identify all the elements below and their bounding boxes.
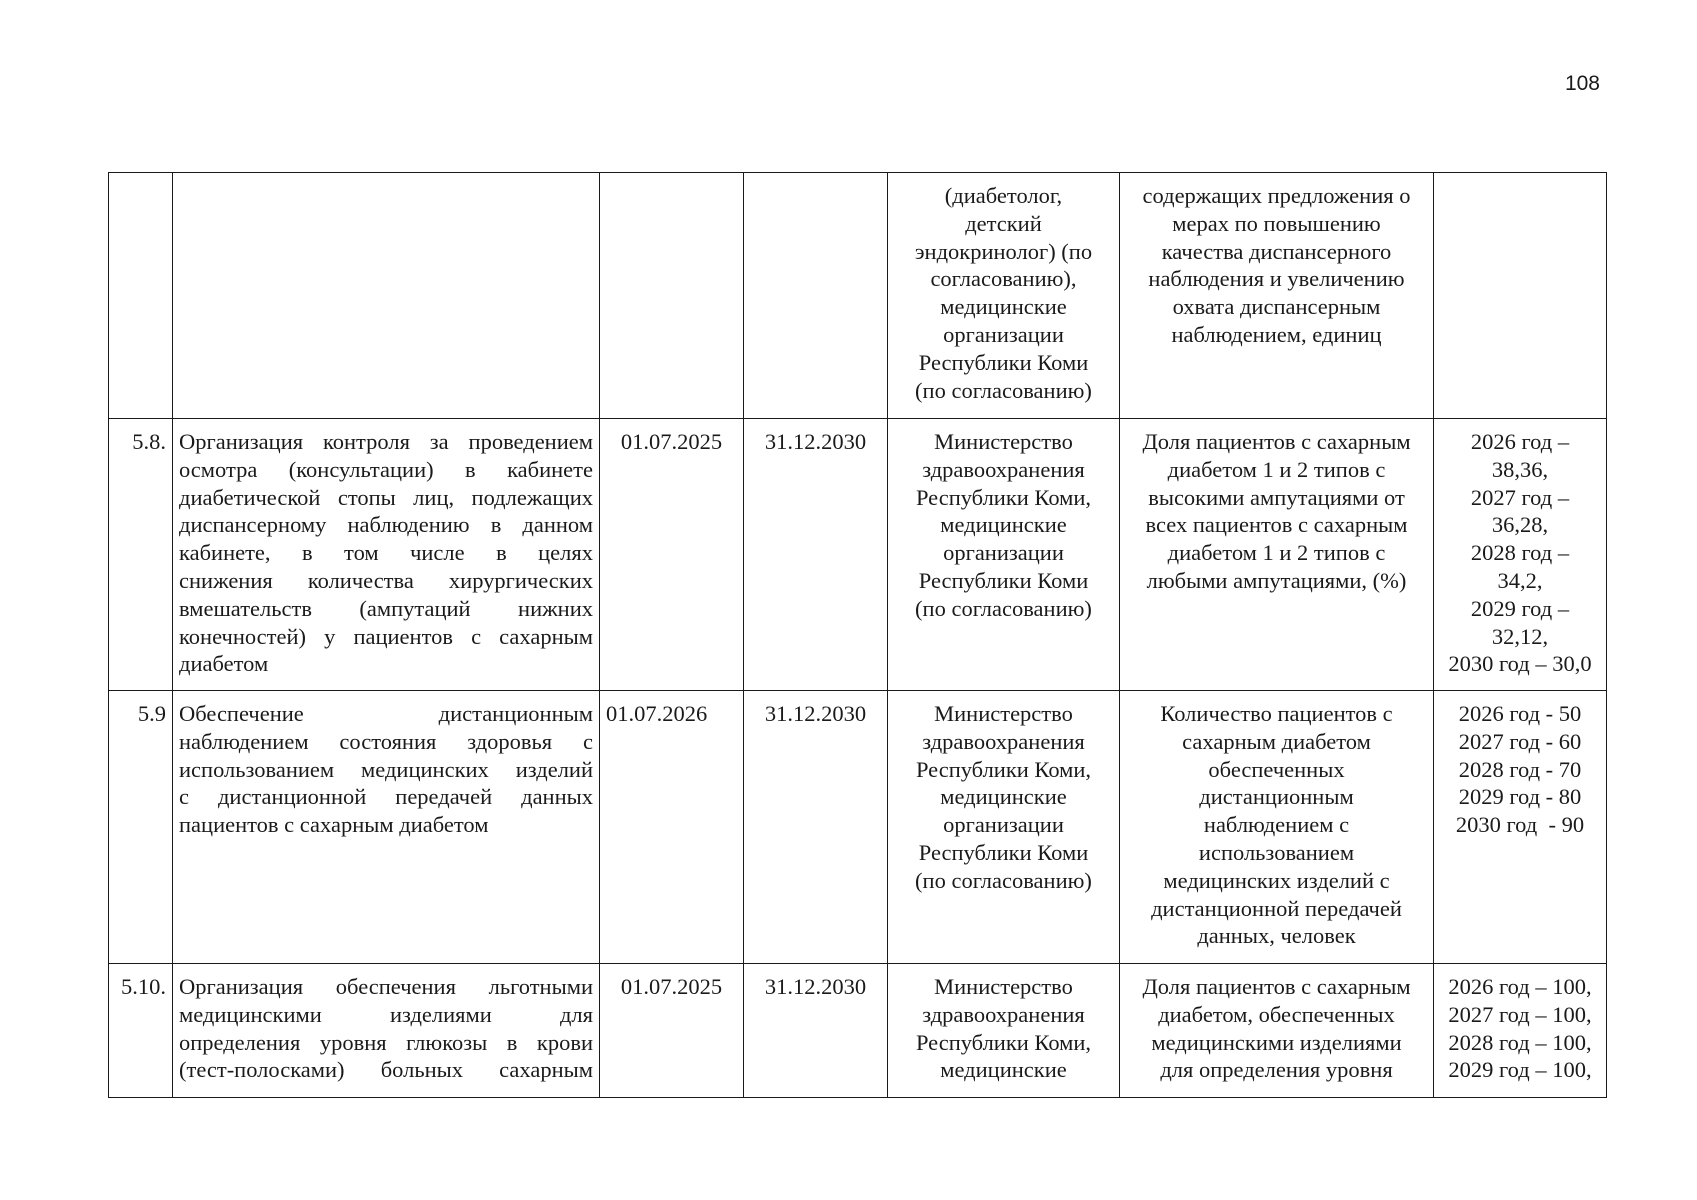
indicator-cell: Доля пациентов с сахарным диабетом, обеспеченных медицинскими изделиями для определения уровня	[1120, 964, 1434, 1098]
end-date-cell	[744, 173, 888, 419]
row-number-cell	[109, 173, 173, 419]
measure-name-cell: Обеспечение дистанционным наблюдением состояния здоровья с использованием медицинских изделий с дистанционной передачей данных пациентов с сахарным диабетом	[173, 691, 600, 964]
table-row	[109, 691, 1607, 964]
measure-name-cell: Организация контроля за проведением осмотра (консультации) в кабинете диабетической стопы лиц, подлежащих диспансерному наблюдению в данном кабинете, в том числе в целях снижения количества хирургических вмешательств (ампутаций нижних конечностей) у пациентов с сахарным диабетом	[173, 419, 600, 691]
indicator-cell: Количество пациентов с сахарным диабетом обеспеченных дистанционным наблюдением с использованием медицинских изделий с дистанционной передачей данных, человек	[1120, 691, 1434, 964]
end-date-cell: 31.12.2030	[744, 691, 888, 964]
target-values-cell	[1434, 173, 1607, 419]
measure-name-cell: Организация обеспечения льготными медицинскими изделиями для определения уровня глюкозы в крови (тест-полосками) больных сахарным	[173, 964, 600, 1098]
end-date-cell: 31.12.2030	[744, 419, 888, 691]
measure-name-cell	[173, 173, 600, 419]
indicator-cell: содержащих предложения о мерах по повышению качества диспансерного наблюдения и увеличению охвата диспансерным наблюдением, единиц	[1120, 173, 1434, 419]
row-number-cell: 5.9	[109, 691, 173, 964]
executor-cell: Министерство здравоохранения Республики Коми, медицинские организации Республики Коми (по согласованию)	[888, 419, 1120, 691]
row-number-cell: 5.8.	[109, 419, 173, 691]
row-number-cell: 5.10.	[109, 964, 173, 1098]
executor-cell: Министерство здравоохранения Республики Коми, медицинские организации Республики Коми (по согласованию)	[888, 691, 1120, 964]
target-values-cell: 2026 год – 100, 2027 год – 100, 2028 год – 100, 2029 год – 100,	[1434, 964, 1607, 1098]
measures-table	[108, 172, 1607, 1098]
indicator-cell: Доля пациентов с сахарным диабетом 1 и 2 типов с высокими ампутациями от всех пациентов с сахарным диабетом 1 и 2 типов с любыми ампутациями, (%)	[1120, 419, 1434, 691]
executor-cell: (диабетолог, детский эндокринолог) (по согласованию), медицинские организации Республики Коми (по согласованию)	[888, 173, 1120, 419]
start-date-cell: 01.07.2025	[600, 964, 744, 1098]
executor-cell: Министерство здравоохранения Республики Коми, медицинские	[888, 964, 1120, 1098]
start-date-cell	[600, 173, 744, 419]
table-row	[109, 419, 1607, 691]
end-date-cell: 31.12.2030	[744, 964, 888, 1098]
table-row	[109, 964, 1607, 1098]
start-date-cell: 01.07.2026	[600, 691, 744, 964]
page-number: 108	[1564, 72, 1600, 95]
target-values-cell: 2026 год - 50 2027 год - 60 2028 год - 70 2029 год - 80 2030 год - 90	[1434, 691, 1607, 964]
target-values-cell: 2026 год – 38,36, 2027 год – 36,28, 2028 год – 34,2, 2029 год – 32,12, 2030 год – 30,0	[1434, 419, 1607, 691]
start-date-cell: 01.07.2025	[600, 419, 744, 691]
table-row	[109, 173, 1607, 419]
